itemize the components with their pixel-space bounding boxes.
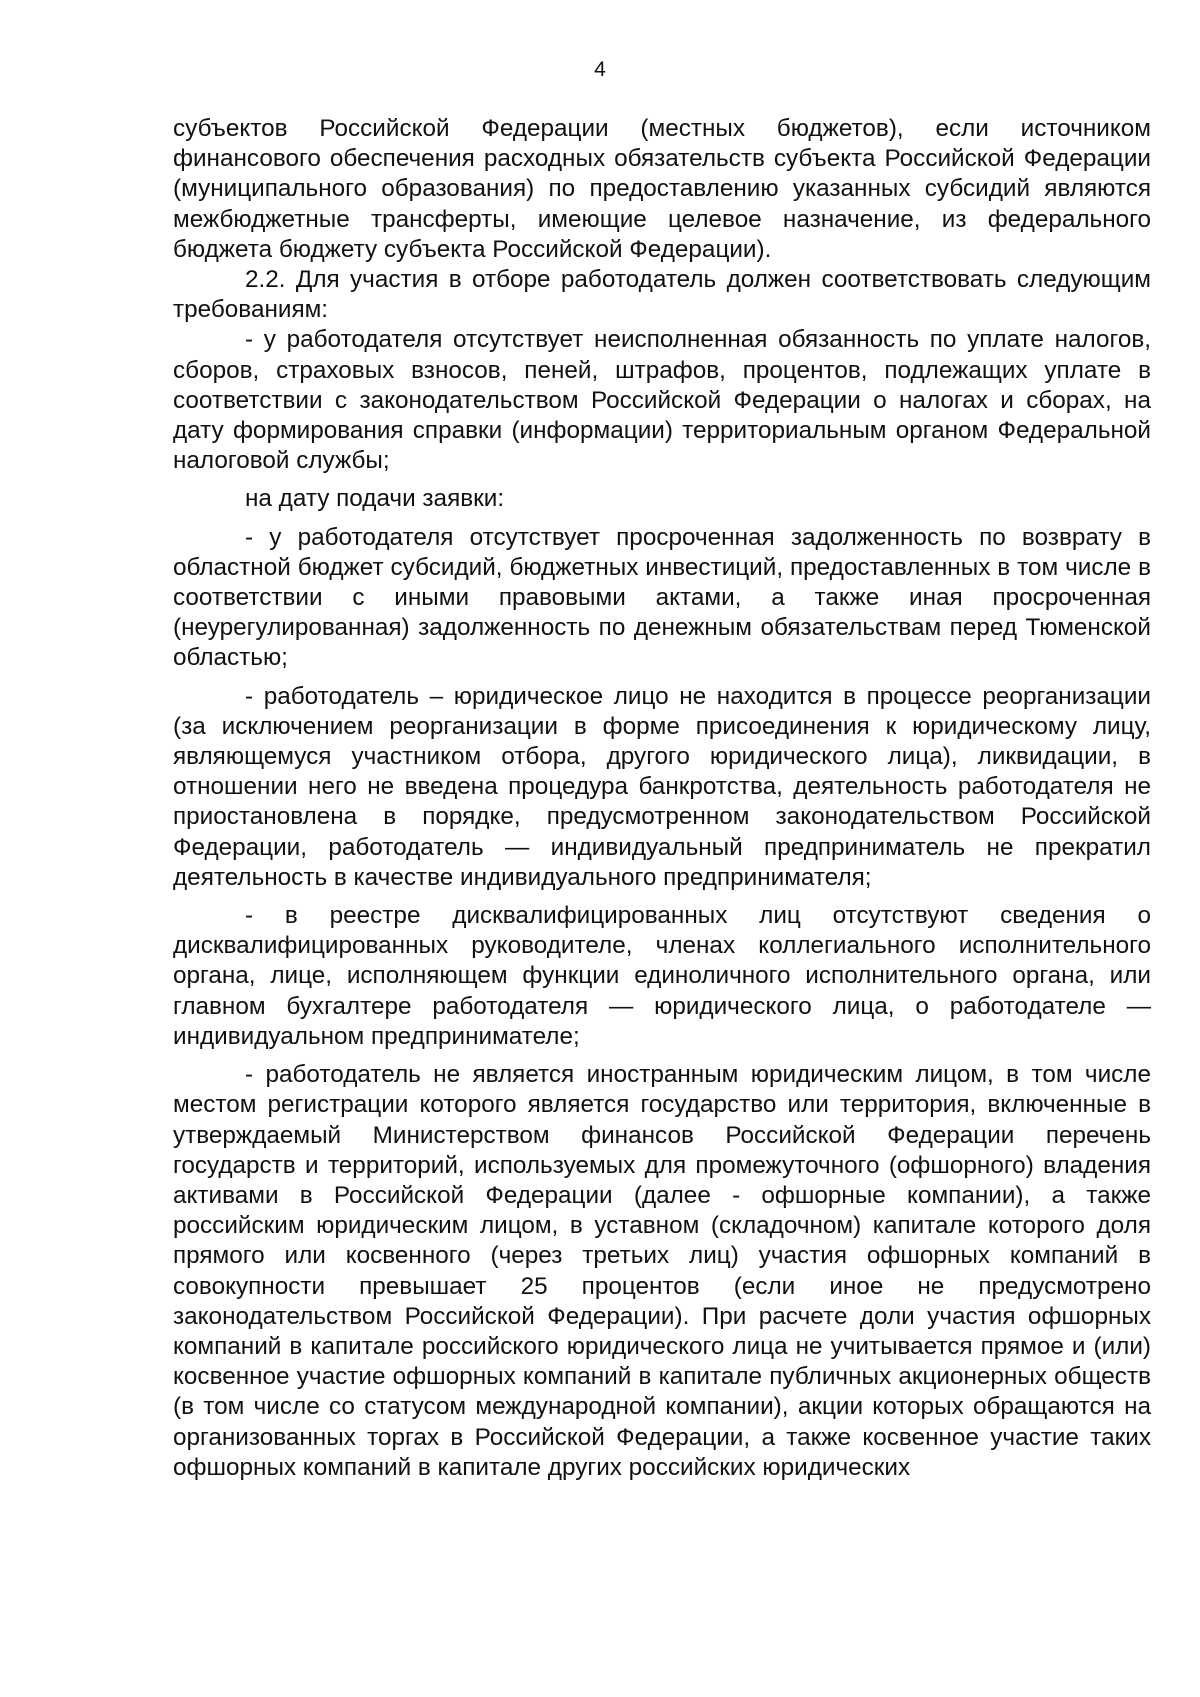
paragraph-disqualified-persons: - в реестре дисквалифицированных лиц отсутствуют сведения о дисквалифицированных руководителе, членах коллегиального исполнительного органа, лице, исполняющем функции единоличного исполнительного органа, или главном бухгалтере работодателя — юридического лица, о работодателе — индивидуальном предпринимателе; <box>173 902 1151 1050</box>
page-number: 4 <box>594 58 606 81</box>
paragraph-application-date: на дату подачи заявки: <box>245 485 505 513</box>
paragraph-offshore-companies: - работодатель не является иностранным юридическим лицом, в том числе местом регистрации которого является государство или территория, включенные в утверждаемый Министерством финансов Российской Федерации перечень государств и территорий, используемых для промежуточного (офшорного) владения активами в Российской Федерации (далее - офшорные компании), а также российским юридическим лицом, в уставном (складочном) капитале которого доля прямого или косвенного (через третьих лиц) участия офшорных компаний в совокупности превышает 25 процентов (если иное не предусмотрено законодательством Российской Федерации). При расчете доли участия офшорных компаний в капитале российского юридического лица не учитывается прямое и (или) косвенное участие офшорных компаний в капитале публичных акционерных обществ (в том числе со статусом международной компании), акции которых обращаются на организованных торгах в Российской Федерации, а также косвенное участие таких офшорных компаний в капитале других российских юридических <box>173 1061 1151 1481</box>
document-body <box>173 114 1151 1483</box>
paragraph-continuation: субъектов Российской Федерации (местных бюджетов), если источником финансового обеспечения расходных обязательств субъекта Российской Федерации (муниципального образования) по предоставлению указанных субсидий являются межбюджетные трансферты, имеющие целевое назначение, из федерального бюджета бюджету субъекта Российской Федерации). <box>173 115 1151 263</box>
paragraph-tax-obligation: - у работодателя отсутствует неисполненная обязанность по уплате налогов, сборов, страховых взносов, пеней, штрафов, процентов, подлежащих уплате в соответствии с законодательством Российской Федерации о налогах и сборах, на дату формирования справки (информации) территориальным органом Федеральной налоговой службы; <box>173 326 1151 475</box>
paragraph-section-2-2: 2.2. Для участия в отборе работодатель должен соответствовать следующим требованиям: <box>173 266 1151 324</box>
paragraph-overdue-debt: - у работодателя отсутствует просроченная задолженность по возврату в областной бюджет субсидий, бюджетных инвестиций, предоставленных в том числе в соответствии с иными правовыми актами, а также иная просроченная (неурегулированная) задолженность по денежным обязательствам перед Тюменской областью; <box>173 523 1151 672</box>
paragraph-reorganization: - работодатель – юридическое лицо не находится в процессе реорганизации (за исключением реорганизации в форме присоединения к юридическому лицу, являющемуся участником отбора, другого юридического лица), ликвидации, в отношении него не введена процедура банкротства, деятельность работодателя не приостановлена в порядке, предусмотренном законодательством Российской Федерации, работодатель — индивидуальный предприниматель не прекратил деятельность в качестве индивидуального предпринимателя; <box>173 682 1151 891</box>
